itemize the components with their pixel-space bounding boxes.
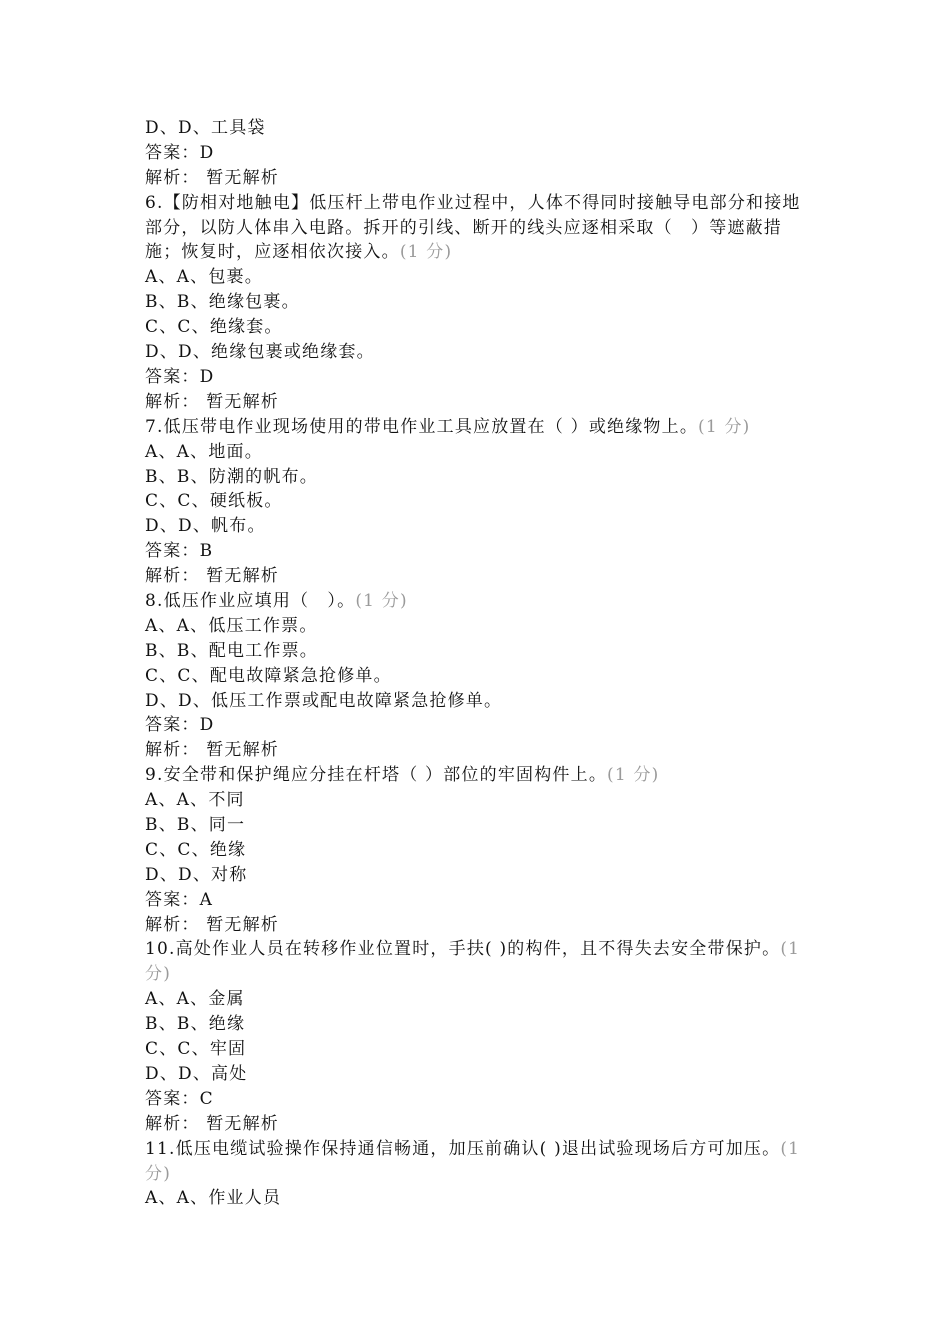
question-stem-text: 11.低压电缆试验操作保持通信畅通，加压前确认( )退出试验现场后方可加压。 bbox=[145, 1138, 781, 1159]
analysis-line: 解析： 暂无解析 bbox=[145, 1113, 280, 1134]
option-b: B、B、绝缘包裹。 bbox=[145, 292, 300, 313]
question-stem bbox=[145, 415, 813, 440]
answer-line: 答案：B bbox=[145, 541, 214, 562]
option-a: A、A、地面。 bbox=[145, 441, 263, 462]
option-b: B、B、防潮的帆布。 bbox=[145, 466, 318, 487]
option-d: D、D、绝缘包裹或绝缘套。 bbox=[145, 342, 375, 363]
option-a: A、A、低压工作票。 bbox=[145, 615, 318, 636]
option-a: A、A、包裹。 bbox=[145, 267, 263, 288]
option-a: A、A、金属 bbox=[145, 989, 245, 1010]
analysis-line: 解析： 暂无解析 bbox=[145, 914, 280, 935]
analysis-line: 解析： 暂无解析 bbox=[145, 566, 280, 587]
analysis-line: 解析： 暂无解析 bbox=[145, 740, 280, 761]
question-9 bbox=[145, 763, 813, 937]
option-d: D、D、帆布。 bbox=[145, 516, 266, 537]
question-stem bbox=[145, 937, 813, 987]
option-b: B、B、配电工作票。 bbox=[145, 640, 318, 661]
option-c: C、C、绝缘套。 bbox=[145, 317, 283, 338]
question-11 bbox=[145, 1137, 813, 1212]
answer-line: 答案：D bbox=[145, 715, 215, 736]
question-stem-text: 7.低压带电作业现场使用的带电作业工具应放置在（ ）或绝缘物上。 bbox=[145, 416, 699, 437]
option-d: D、D、低压工作票或配电故障紧急抢修单。 bbox=[145, 690, 503, 711]
question-stem bbox=[145, 589, 813, 614]
option-a: A、A、作业人员 bbox=[145, 1188, 282, 1209]
question-score: (1 分) bbox=[145, 939, 801, 985]
answer-line: 答案：A bbox=[145, 889, 214, 910]
question-stem-text: 8.低压作业应填用（ ）。 bbox=[145, 590, 356, 611]
question-6 bbox=[145, 191, 813, 415]
option-c: C、C、绝缘 bbox=[145, 839, 247, 860]
question-score: (1 分) bbox=[607, 765, 660, 786]
question-stem-text: 6.【防相对地触电】低压杆上带电作业过程中，人体不得同时接触导电部分和接地部分，以防人体串入电路。拆开的引线、断开的线头应逐相采取（ ）等遮蔽措施；恢复时，应逐相依次接入。 bbox=[145, 192, 801, 263]
option-c: C、C、硬纸板。 bbox=[145, 491, 283, 512]
option-c: C、C、牢固 bbox=[145, 1039, 247, 1060]
question-score: (1 分) bbox=[399, 242, 453, 263]
option-d: D、D、高处 bbox=[145, 1063, 248, 1084]
analysis-line: 解析： 暂无解析 bbox=[145, 167, 280, 188]
question-8 bbox=[145, 589, 813, 763]
question-stem-text: 9.安全带和保护绳应分挂在杆塔（ ）部位的牢固构件上。 bbox=[145, 765, 608, 786]
option-b: B、B、同一 bbox=[145, 815, 246, 836]
question-stem bbox=[145, 1137, 813, 1187]
question-stem bbox=[145, 763, 813, 788]
question-7 bbox=[145, 415, 813, 589]
answer-line: 答案：D bbox=[145, 366, 215, 387]
question-stem bbox=[145, 191, 813, 266]
option-d: D、D、工具袋 bbox=[145, 118, 266, 138]
answer-line: 答案：D bbox=[145, 142, 215, 163]
option-c: C、C、配电故障紧急抢修单。 bbox=[145, 665, 392, 686]
question-list bbox=[145, 116, 813, 1211]
option-d: D、D、对称 bbox=[145, 864, 248, 885]
question-10 bbox=[145, 937, 813, 1136]
analysis-line: 解析： 暂无解析 bbox=[145, 391, 280, 412]
option-a: A、A、不同 bbox=[145, 790, 245, 811]
answer-line: 答案：C bbox=[145, 1088, 214, 1109]
question-stem-text: 10.高处作业人员在转移作业位置时，手扶( )的构件，且不得失去安全带保护。 bbox=[145, 939, 781, 960]
option-b: B、B、绝缘 bbox=[145, 1014, 246, 1035]
question-score: (1 分) bbox=[698, 416, 751, 437]
question-score: (1 分) bbox=[355, 590, 408, 611]
question-score: (1 分) bbox=[145, 1138, 801, 1184]
